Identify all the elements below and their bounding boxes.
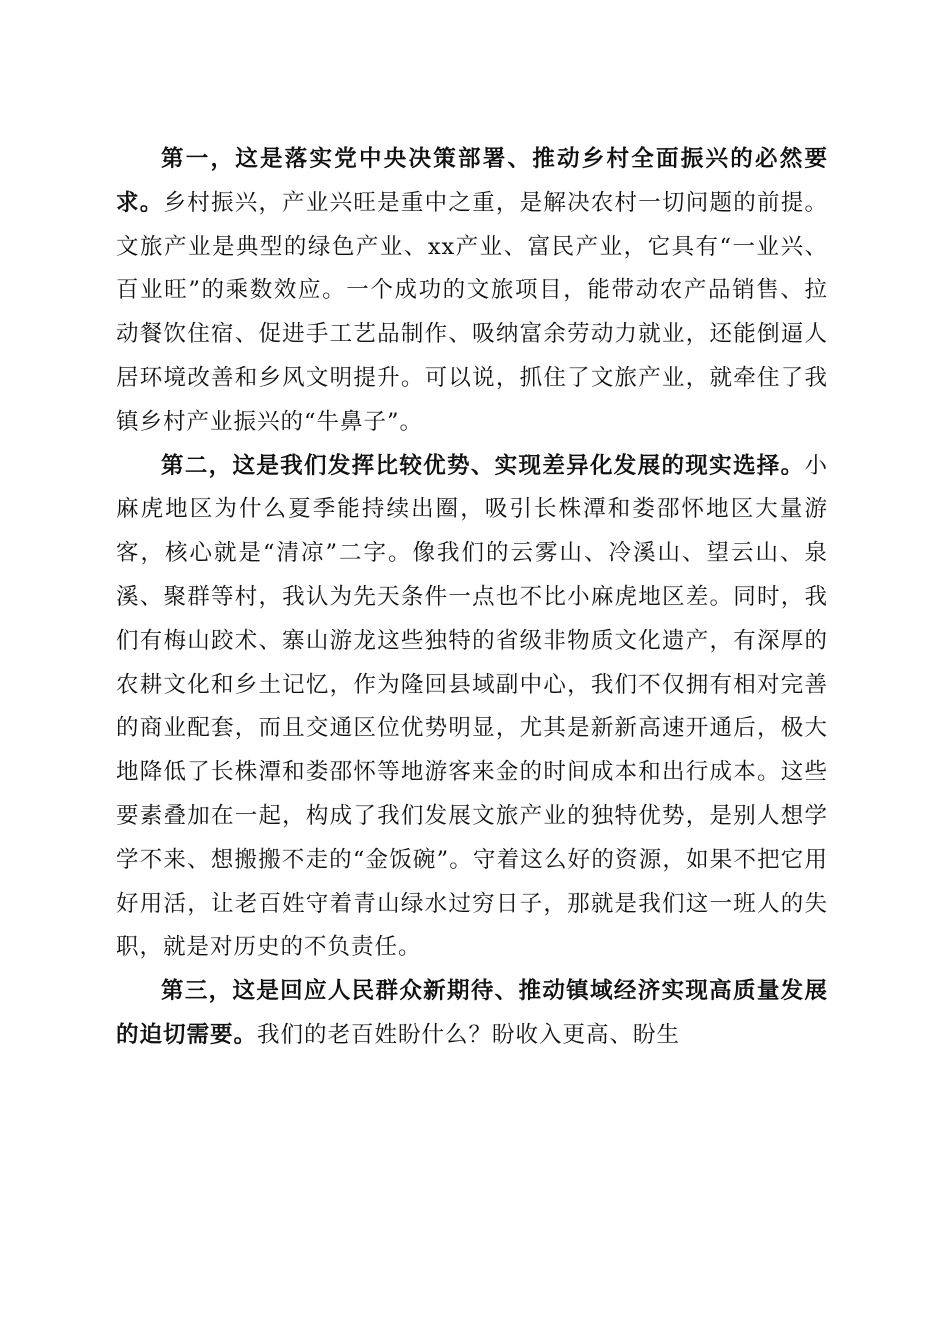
paragraph-3-lead: 第三，这是回应人民群众新期待、推动镇域经济实现高质量发展的迫切需要。 bbox=[116, 978, 828, 1048]
paragraph-1-lead: 第一，这是落实党中央决策部署、推动乡村全面振兴的必然要求。 bbox=[116, 146, 828, 216]
paragraph-1-body: 乡村振兴，产业兴旺是重中之重，是解决农村一切问题的前提。文旅产业是典型的绿色产业、xx产业、富民产业，它具有“一业兴、百业旺”的乘数效应。一个成功的文旅项目，能带动农产品销售、拉动餐饮住宿、促进手工艺品制作、吸纳富余劳动力就业，还能倒逼人居环境改善和乡风文明提升。可以说，抓住了文旅产业，就牵住了我镇乡村产业振兴的“牛鼻子”。 bbox=[116, 189, 828, 435]
paragraph-2-body: 小麻虎地区为什么夏季能持续出圈，吸引长株潭和娄邵怀地区大量游客，核心就是“清凉”二字。像我们的云雾山、冷溪山、望云山、泉溪、聚群等村，我认为先天条件一点也不比小麻虎地区差。同时，我们有梅山跤术、寨山游龙这些独特的省级非物质文化遗产，有深厚的农耕文化和乡土记忆，作为隆回县域副中心，我们不仅拥有相对完善的商业配套，而且交通区位优势明显，尤其是新新高速开通后，极大地降低了长株潭和娄邵怀等地游客来金的时间成本和出行成本。这些要素叠加在一起，构成了我们发展文旅产业的独特优势，是别人想学学不来、想搬搬不走的“金饭碗”。守着这么好的资源，如果不把它用好用活，让老百姓守着青山绿水过穷日子，那就是我们这一班人的失职，就是对历史的不负责任。 bbox=[116, 452, 828, 961]
paragraph-1 bbox=[116, 138, 828, 445]
paragraph-2 bbox=[116, 445, 828, 971]
paragraph-3-body: 我们的老百姓盼什么？盼收入更高、盼生 bbox=[257, 1021, 681, 1048]
paragraph-3 bbox=[116, 970, 828, 1058]
document-body bbox=[116, 138, 828, 1058]
paragraph-2-lead: 第二，这是我们发挥比较优势、实现差异化发展的现实选择。 bbox=[161, 452, 805, 479]
